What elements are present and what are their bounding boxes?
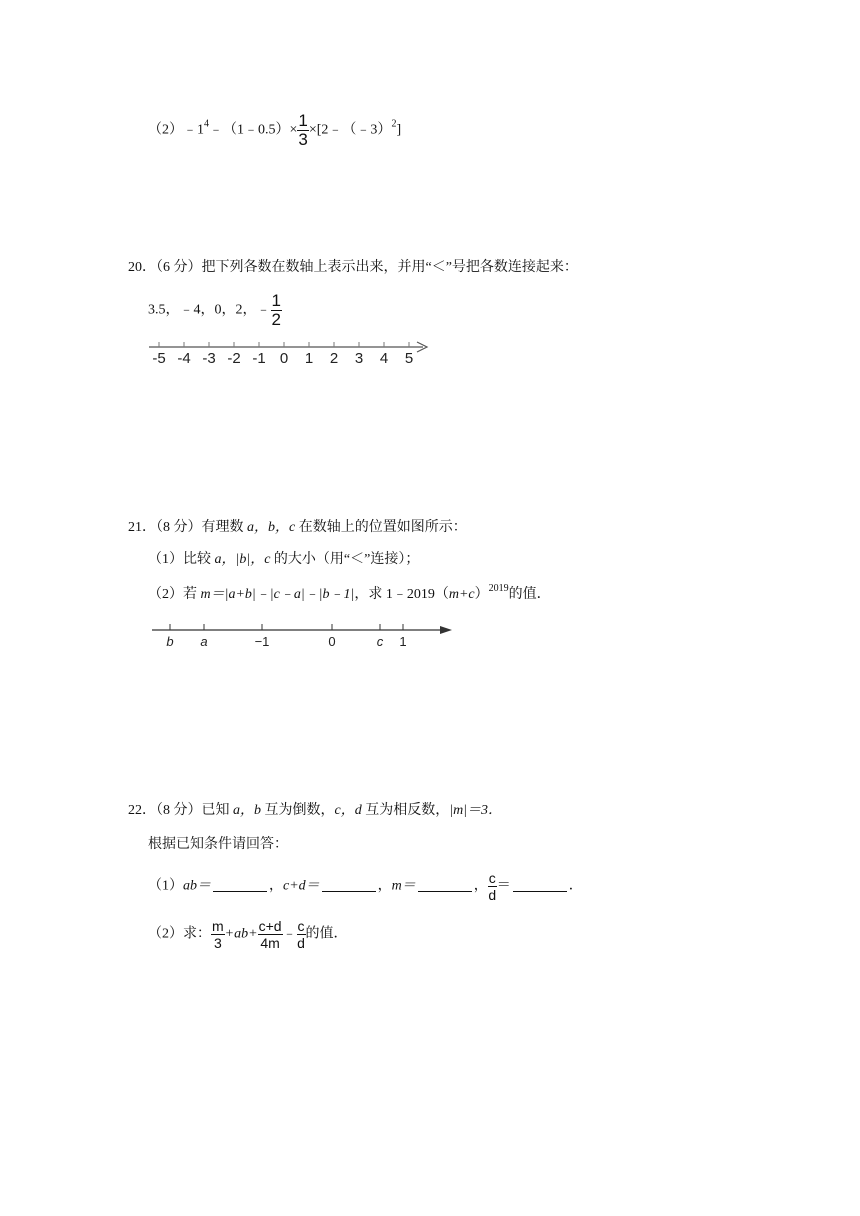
q20-number-line [145,335,445,375]
answer-blank-ab[interactable] [213,877,267,892]
q20-numbers: 3.5，﹣4，0，2，﹣ $\frac{1}{2}$ [148,291,281,329]
axis-tick-label: −1 [254,634,270,649]
fraction-c-over-d: $\frac{c}{d}$ [488,870,497,903]
axis-tick-label: 0 [328,634,336,649]
q22-subtitle: 根据已知条件请回答： [148,837,288,852]
axis-tick-label: 1 [399,634,407,649]
axis-tick-label: -3 [202,350,216,367]
axis-tick-label: -5 [152,350,166,367]
answer-blank-m[interactable] [418,877,472,892]
fraction-one-half: $\frac{1}{2}$ [271,291,281,329]
axis-tick-label: -4 [177,350,191,367]
axis-tick-label: 4 [379,350,389,367]
axis-tick-label: -1 [252,350,266,367]
axis-tick-label: 5 [404,350,414,367]
axis-tick-label: a [200,634,208,649]
fraction-c-over-d-2: $\frac{c}{d}$ [297,918,305,951]
axis-tick-label: 1 [304,350,314,367]
fraction-one-third: $\frac{1}{3}$ [298,111,308,149]
axis-tick-label: c [376,634,384,649]
q22-part2: （2）求： $\frac{m}{3}$ +ab+ $\frac{c+d}{4m}$ ﹣ $\frac{c}{d}$ 的值． [148,918,348,951]
q22-title: 22．（8 分）已知 a，b 互为倒数，c，d 互为相反数，|m|＝3． [128,803,503,818]
q21-part1: （1）比较 a，|b|，c 的大小（用“＜”连接）； [148,552,420,567]
axis-tick-label: b [166,634,174,649]
axis-tick-label: 2 [329,350,339,367]
answer-blank-c-over-d[interactable] [513,877,567,892]
q21-part2: （2）若 m＝|a+b|﹣|c﹣a|﹣|b﹣1|，求 $1﹣2019(m+c)^{2019}$的值． [148,583,551,602]
q21-number-line [150,620,460,650]
q20-title: 20．（6 分）把下列各数在数轴上表示出来，并用“＜”号把各数连接起来： [128,260,578,275]
q22-part1: （1）ab＝ ，c+d＝ ，m＝ ， $\frac{c}{d}$ ＝ ． [148,870,583,903]
answer-blank-cd[interactable] [322,877,376,892]
axis-arrow-icon [440,626,452,634]
fraction-m-over-3: $\frac{m}{3}$ [212,918,224,951]
axis-tick-label: -2 [227,350,241,367]
axis-tick-label: 0 [279,350,289,367]
q19-part2-expression: $(2)﹣1^4﹣(1﹣0.5)\times$ $\frac{1}{3}$ ×[2﹣（﹣3）$^2$] [148,111,402,149]
q19-part2-label: （2） [148,122,183,138]
axis-tick-label: 3 [354,350,364,367]
q21-title: 21．（8 分）有理数 a，b，c 在数轴上的位置如图所示： [128,520,467,535]
fraction-cd-over-4m: $\frac{c+d}{4m}$ [258,918,282,951]
